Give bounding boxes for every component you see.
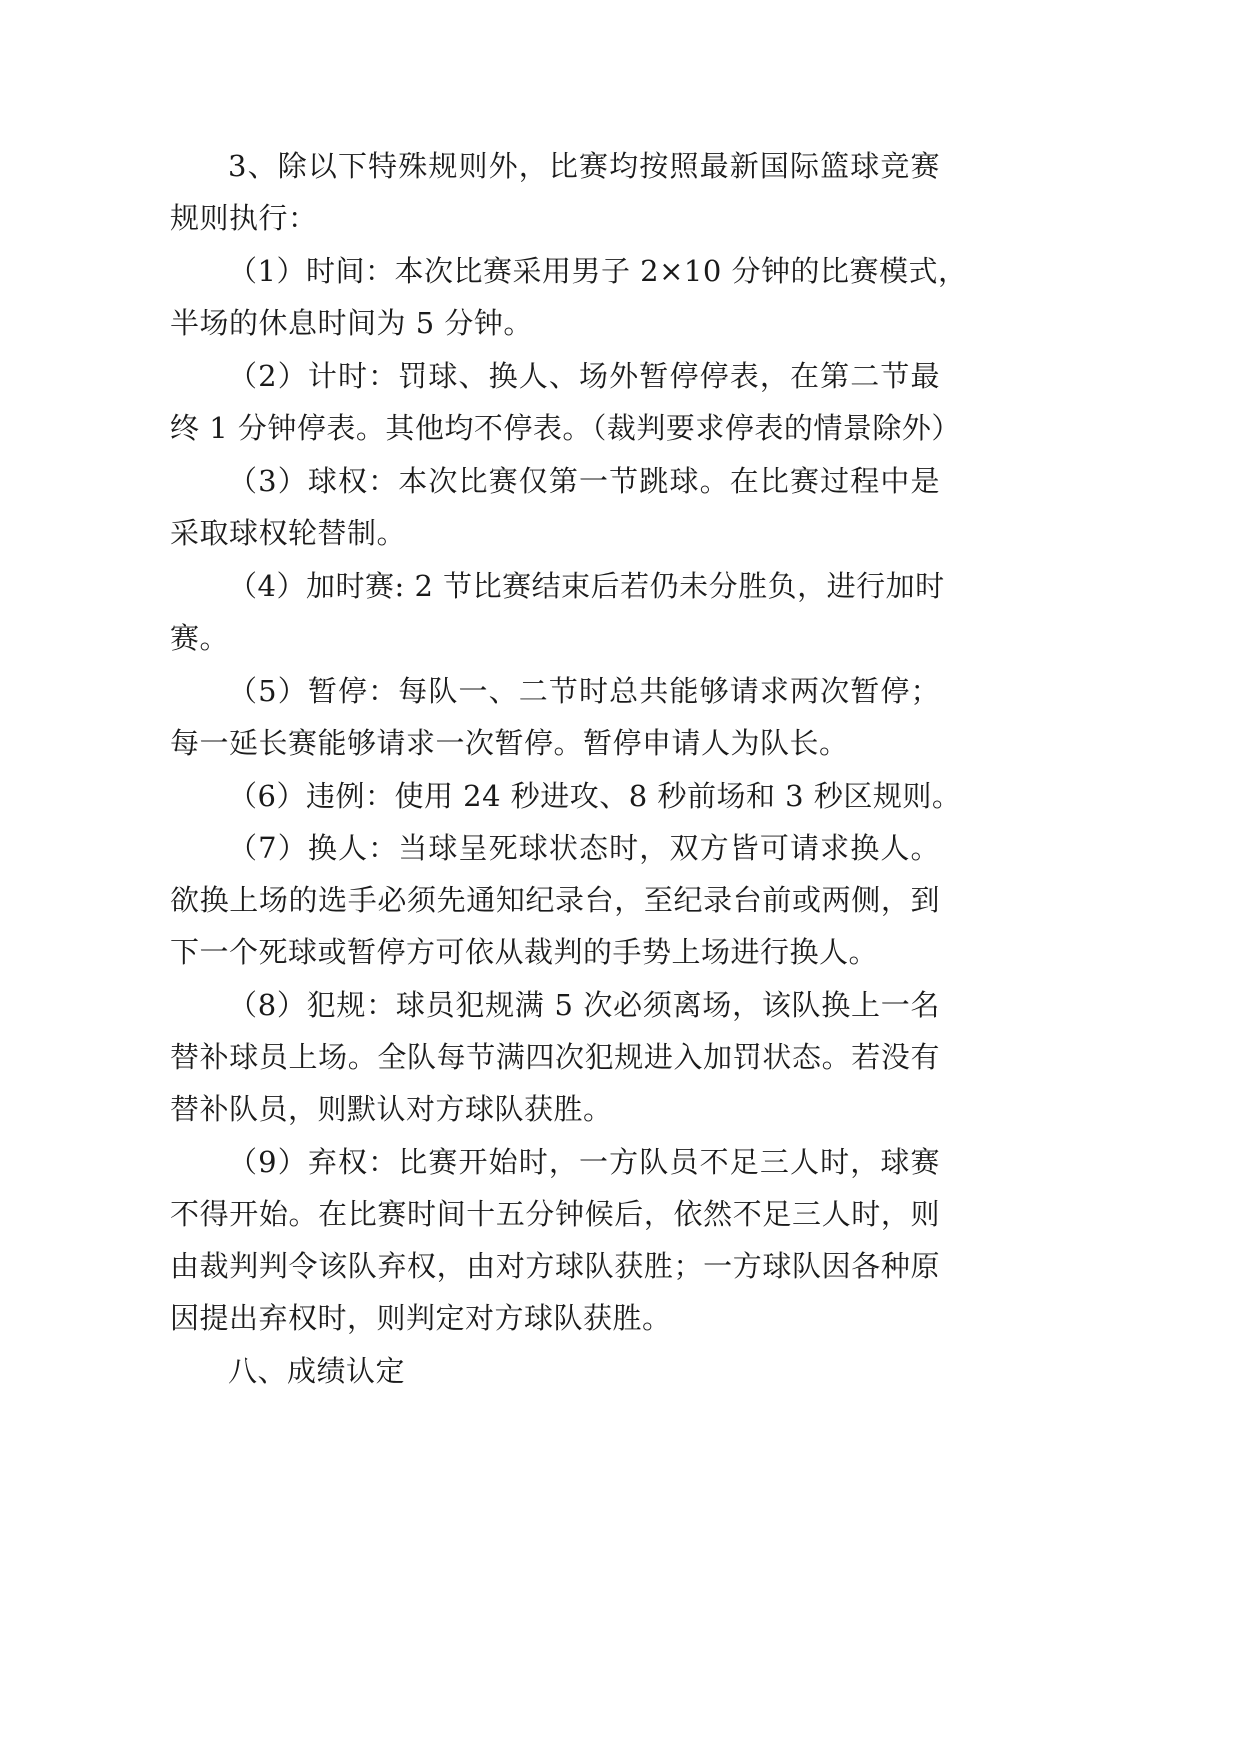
text-line: （4）加时赛: 2 节比赛结束后若仍未分胜负，进行加时: [228, 569, 945, 603]
section-heading: 八、成绩认定: [228, 1354, 406, 1388]
text-line: 替补队员，则默认对方球队获胜。: [170, 1092, 613, 1126]
text-line: （9）弃权：比赛开始时，一方队员不足三人时，球赛: [228, 1145, 940, 1179]
text-line: 3、除以下特殊规则外，比赛均按照最新国际篮球竞赛: [228, 149, 940, 183]
text-line: 由裁判判令该队弃权，由对方球队获胜；一方球队因各种原: [170, 1249, 940, 1283]
text-line: 不得开始。在比赛时间十五分钟候后，依然不足三人时，则: [170, 1197, 940, 1231]
text-line: 每一延长赛能够请求一次暂停。暂停申请人为队长。: [170, 726, 849, 760]
text-line: 因提出弃权时，则判定对方球队获胜。: [170, 1301, 672, 1335]
text-line: （5）暂停：每队一、二节时总共能够请求两次暂停；: [228, 674, 940, 708]
text-line: 半场的休息时间为 5 分钟。: [170, 306, 533, 340]
text-line: 下一个死球或暂停方可依从裁判的手势上场进行换人。: [170, 935, 879, 969]
text-line: （3）球权：本次比赛仅第一节跳球。在比赛过程中是: [228, 464, 940, 498]
text-line: （8）犯规：球员犯规满 5 次必须离场，该队换上一名: [228, 988, 940, 1022]
text-line: （1）时间：本次比赛采用男子 2×10 分钟的比赛模式，: [228, 254, 968, 288]
text-line: 规则执行：: [170, 201, 318, 235]
text-line: （6）违例：使用 24 秒进攻、8 秒前场和 3 秒区规则。: [228, 779, 962, 813]
text-line: （7）换人：当球呈死球状态时，双方皆可请求换人。: [228, 831, 940, 865]
text-line: 欲换上场的选手必须先通知纪录台，至纪录台前或两侧，到: [170, 883, 940, 917]
text-line: （2）计时：罚球、换人、场外暂停停表，在第二节最: [228, 359, 940, 393]
text-line: 终 1 分钟停表。其他均不停表。（裁判要求停表的情景除外）: [170, 411, 961, 445]
text-line: 赛。: [170, 621, 230, 655]
text-line: 采取球权轮替制。: [170, 516, 407, 550]
text-line: 替补球员上场。全队每节满四次犯规进入加罚状态。若没有: [170, 1040, 940, 1074]
